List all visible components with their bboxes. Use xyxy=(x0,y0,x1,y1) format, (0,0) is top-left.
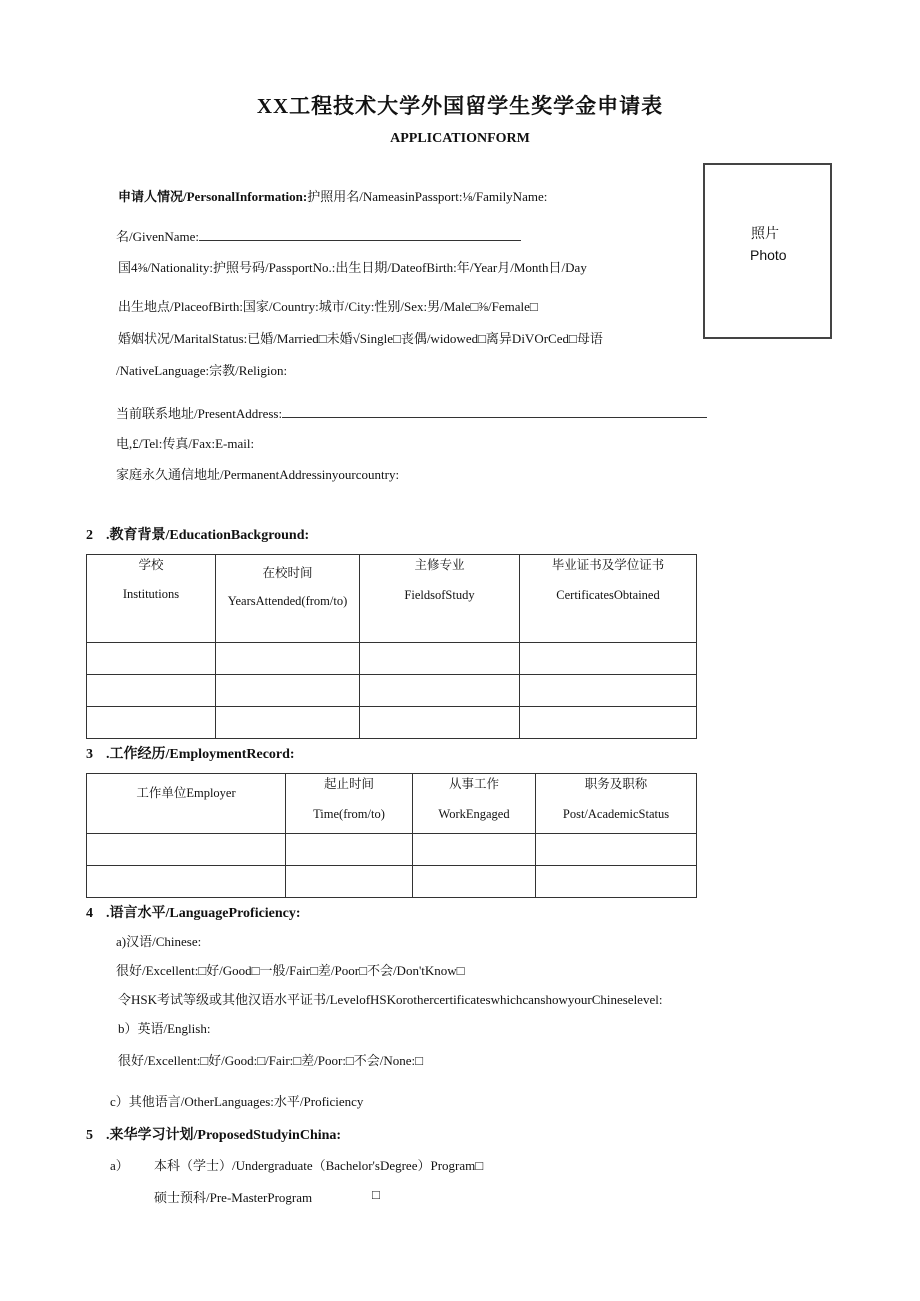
chinese-label: a)汉语/Chinese: xyxy=(116,934,202,949)
employment-header-cell xyxy=(413,774,536,834)
employment-cell[interactable] xyxy=(286,866,413,898)
personal-line-2 xyxy=(116,226,521,245)
employment-table xyxy=(86,773,697,898)
employment-row xyxy=(87,866,697,898)
personal-line-1 xyxy=(118,186,547,205)
education-cell[interactable] xyxy=(520,643,697,675)
study-option-a-label: a） xyxy=(110,1158,129,1173)
education-cell[interactable] xyxy=(87,707,216,739)
personal-heading: 申请人情况/PersonalInformation: xyxy=(118,189,308,204)
education-header-cn: 学校 xyxy=(138,558,164,572)
given-name-field[interactable] xyxy=(199,229,521,241)
education-cell[interactable] xyxy=(216,707,360,739)
education-header-en: CertificatesObtained xyxy=(556,588,660,602)
undergraduate-option[interactable]: 本科（学士）/Undergraduate（Bachelor'sDegree）Program□ xyxy=(154,1158,484,1173)
language-number: 4 xyxy=(86,906,93,921)
photo-label-en: Photo xyxy=(750,247,787,263)
education-header-cn: 在校时间 xyxy=(262,566,313,580)
education-cell[interactable] xyxy=(360,707,520,739)
education-header-en: FieldsofStudy xyxy=(404,588,475,602)
employment-cell[interactable] xyxy=(286,834,413,866)
employment-cell[interactable] xyxy=(536,834,697,866)
employment-header-en: WorkEngaged xyxy=(438,807,510,821)
employment-cell[interactable] xyxy=(413,834,536,866)
english-label: b）英语/English: xyxy=(118,1021,211,1036)
education-row xyxy=(87,643,697,675)
education-table xyxy=(86,554,697,739)
language-heading xyxy=(86,902,301,922)
employment-header-en: Time(from/to) xyxy=(313,807,385,821)
education-cell[interactable] xyxy=(520,707,697,739)
employment-heading xyxy=(86,743,295,763)
personal-line-7 xyxy=(116,403,707,422)
employment-cell[interactable] xyxy=(87,834,286,866)
education-cell[interactable] xyxy=(87,675,216,707)
study-heading xyxy=(86,1124,341,1144)
personal-line-6: /NativeLanguage:宗教/Religion: xyxy=(116,363,288,378)
education-header-cell xyxy=(87,555,216,643)
employment-cell[interactable] xyxy=(413,866,536,898)
employment-header-cn: 职务及职称 xyxy=(584,777,648,791)
form-title: XX工程技术大学外国留学生奖学金申请表 xyxy=(256,94,664,118)
photo-label-cn: 照片 xyxy=(751,227,779,242)
education-row xyxy=(87,675,697,707)
given-name-label: 名/GivenName: xyxy=(116,229,200,244)
employment-header-cn: 起止时间 xyxy=(323,777,374,791)
employment-header-cell xyxy=(536,774,697,834)
employment-header-row xyxy=(87,774,697,834)
education-header-cn: 主修专业 xyxy=(414,558,465,572)
form-subtitle: APPLICATIONFORM xyxy=(390,131,530,146)
pre-master-option[interactable]: 硕士预科/Pre-MasterProgram xyxy=(154,1190,313,1205)
personal-line-3: 国4⅜/Nationality:护照号码/PassportNo.:出生日期/DateofBirth:年/Year月/Month日/Day xyxy=(118,260,587,275)
education-header-en: YearsAttended(from/to) xyxy=(227,594,348,608)
other-languages-line: c）其他语言/OtherLanguages:水平/Proficiency xyxy=(110,1094,364,1109)
study-title: .来华学习计划/ProposedStudyinChina: xyxy=(106,1128,342,1143)
employment-cell[interactable] xyxy=(87,866,286,898)
education-cell[interactable] xyxy=(216,643,360,675)
chinese-levels: 很好/Excellent:□好/Good□一般/Fair□差/Poor□不会/Don'tKnow□ xyxy=(116,963,465,978)
study-number: 5 xyxy=(86,1128,93,1143)
education-cell[interactable] xyxy=(520,675,697,707)
education-heading xyxy=(86,524,309,544)
photo-box xyxy=(703,163,832,339)
education-cell[interactable] xyxy=(87,643,216,675)
education-header-en: Institutions xyxy=(122,587,180,601)
education-title: .教育背景/EducationBackground: xyxy=(106,528,310,543)
education-header-cn: 毕业证书及学位证书 xyxy=(551,558,665,572)
employment-row xyxy=(87,834,697,866)
education-header-cell xyxy=(360,555,520,643)
employment-header-cell xyxy=(286,774,413,834)
passport-name-label: 护照用名/NameasinPassport:⅛/FamilyName: xyxy=(307,189,548,204)
education-cell[interactable] xyxy=(360,643,520,675)
employment-header-cn: 工作单位Employer xyxy=(136,786,236,800)
employment-header-cell xyxy=(87,774,286,834)
language-title: .语言水平/LanguageProficiency: xyxy=(106,906,301,921)
education-cell[interactable] xyxy=(360,675,520,707)
education-header-cell xyxy=(520,555,697,643)
education-header-row xyxy=(87,555,697,643)
education-number: 2 xyxy=(86,528,93,543)
education-row xyxy=(87,707,697,739)
education-cell[interactable] xyxy=(216,675,360,707)
hsk-level-line: 令HSK考试等级或其他汉语水平证书/LevelofHSKorothercertificateswhichcanshowyourChineselevel: xyxy=(118,992,663,1007)
employment-header-en: Post/AcademicStatus xyxy=(562,807,670,821)
employment-number: 3 xyxy=(86,747,93,762)
employment-header-cn: 从事工作 xyxy=(448,777,499,791)
english-levels: 很好/Excellent:□好/Good:□/Fair:□差/Poor:□不会/None:□ xyxy=(118,1053,424,1068)
present-address-field[interactable] xyxy=(282,406,707,418)
personal-line-4: 出生地点/PlaceofBirth:国家/Country:城市/City:性别/Sex:男/Male□⅜/Female□ xyxy=(118,299,538,314)
personal-line-9: 家庭永久通信地址/PermanentAddressinyourcountry: xyxy=(116,467,400,482)
employment-cell[interactable] xyxy=(536,866,697,898)
present-address-label: 当前联系地址/PresentAddress: xyxy=(116,406,283,421)
pre-master-checkbox[interactable]: □ xyxy=(372,1187,380,1202)
education-header-cell xyxy=(216,555,360,643)
personal-line-5: 婚姻状况/MaritalStatus:已婚/Married□未婚√Single□丧偶/widowed□离异DiVOrCed□母语 xyxy=(118,331,603,346)
employment-title: .工作经历/EmploymentRecord: xyxy=(106,747,295,762)
personal-line-8: 电,£/Tel:传真/Fax:E-mail: xyxy=(116,436,255,451)
